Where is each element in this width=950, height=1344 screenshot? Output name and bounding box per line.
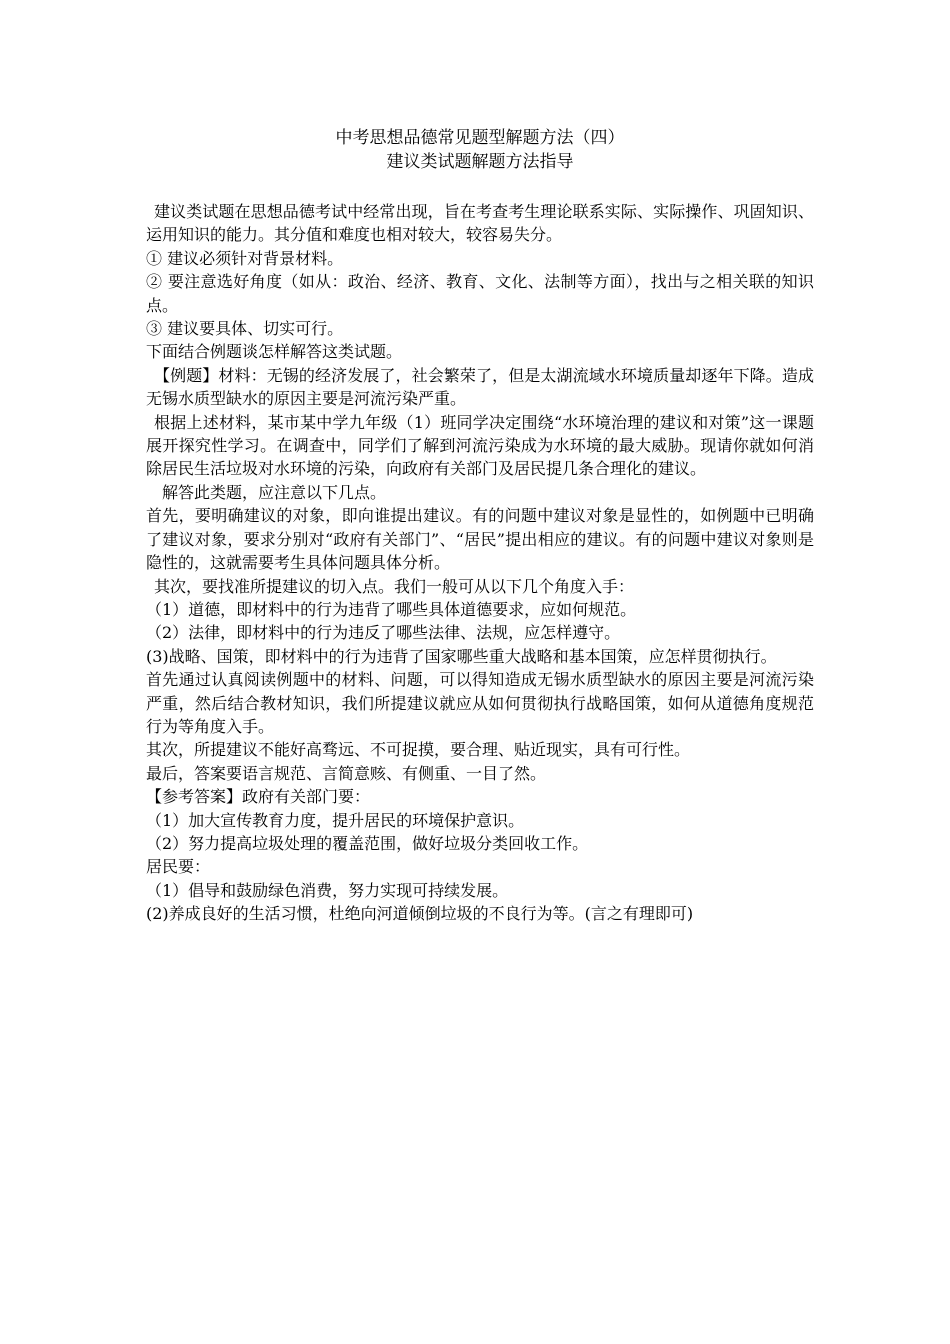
example-lead: 下面结合例题谈怎样解答这类试题。 [146, 342, 403, 362]
analysis-first: 首先通过认真阅读例题中的材料、问题，可以得知造成无锡水质型缺水的原因主要是河流污染严重，然后结合教材知识，我们所提建议就应从如何贯彻执行战略国策，如何从道德角度规范行为等角度入手。 [146, 670, 814, 736]
solution-intro: 解答此类题，应注意以下几点。 [162, 482, 387, 502]
answer-residents-2: (2)养成良好的生活习惯，杜绝向河道倾倒垃圾的不良行为等。(言之有理即可) [146, 904, 694, 924]
answer-residents-1: （1）倡导和鼓励绿色消费，努力实现可持续发展。 [146, 880, 509, 900]
angle-morality: （1）道德，即材料中的行为违背了哪些具体道德要求，应如何规范。 [146, 599, 637, 619]
analysis-last: 最后，答案要语言规范、言简意赅、有侧重、一目了然。 [146, 763, 547, 783]
angle-strategy: (3)战略、国策，即材料中的行为违背了国家哪些重大战略和基本国策，应怎样贯彻执行。 [146, 646, 777, 666]
step-second: 其次，要找准所提建议的切入点。我们一般可从以下几个角度入手： [154, 576, 635, 596]
title-spacer [146, 174, 814, 200]
answer-gov-2: （2）努力提高垃圾处理的覆盖范围，做好垃圾分类回收工作。 [146, 833, 589, 853]
document-subtitle: 建议类试题解题方法指导 [386, 152, 574, 172]
point-2: ② 要注意选好角度（如从：政治、经济、教育、文化、法制等方面），找出与之相关联的知识点。 [146, 272, 814, 315]
analysis-second: 其次，所提建议不能好高骛远、不可捉摸，要合理、贴近现实，具有可行性。 [146, 740, 691, 760]
angle-law: （2）法律，即材料中的行为违反了哪些法律、法规，应怎样遵守。 [146, 623, 621, 643]
document-page [146, 126, 814, 926]
answer-heading: 【参考答案】政府有关部门要： [146, 787, 371, 807]
point-1: ① 建议必须针对背景材料。 [146, 248, 344, 268]
intro-paragraph: 建议类试题在思想品德考试中经常出现，旨在考查考生理论联系实际、实际操作、巩固知识、运用知识的能力。其分值和难度也相对较大，较容易失分。 [146, 202, 814, 245]
step-first: 首先，要明确建议的对象，即向谁提出建议。有的问题中建议对象是显性的，如例题中已明确了建议对象，要求分别对“政府有关部门”、“居民”提出相应的建议。有的问题中建议对象则是隐性的，这就需要考生具体问题具体分析。 [146, 506, 814, 573]
answer-gov-1: （1）加大宣传教育力度，提升居民的环境保护意识。 [146, 810, 525, 830]
example-material: 【例题】材料：无锡的经济发展了，社会繁荣了，但是太湖流域水环境质量却逐年下降。造成无锡水质型缺水的原因主要是河流污染严重。 [146, 365, 814, 409]
document-title: 中考思想品德常见题型解题方法（四） [335, 128, 625, 148]
example-question: 根据上述材料，某市某中学九年级（1）班同学决定围绕“水环境治理的建议和对策”这一课题展开探究性学习。在调查中，同学们了解到河流污染成为水环境的最大威胁。现请你就如何消除居民生活垃圾对水环境的污染，向政府有关部门及居民提几条合理化的建议。 [146, 412, 814, 479]
answer-residents-heading: 居民要： [146, 857, 211, 877]
point-3: ③ 建议要具体、切实可行。 [146, 319, 344, 339]
document-body [146, 200, 814, 926]
